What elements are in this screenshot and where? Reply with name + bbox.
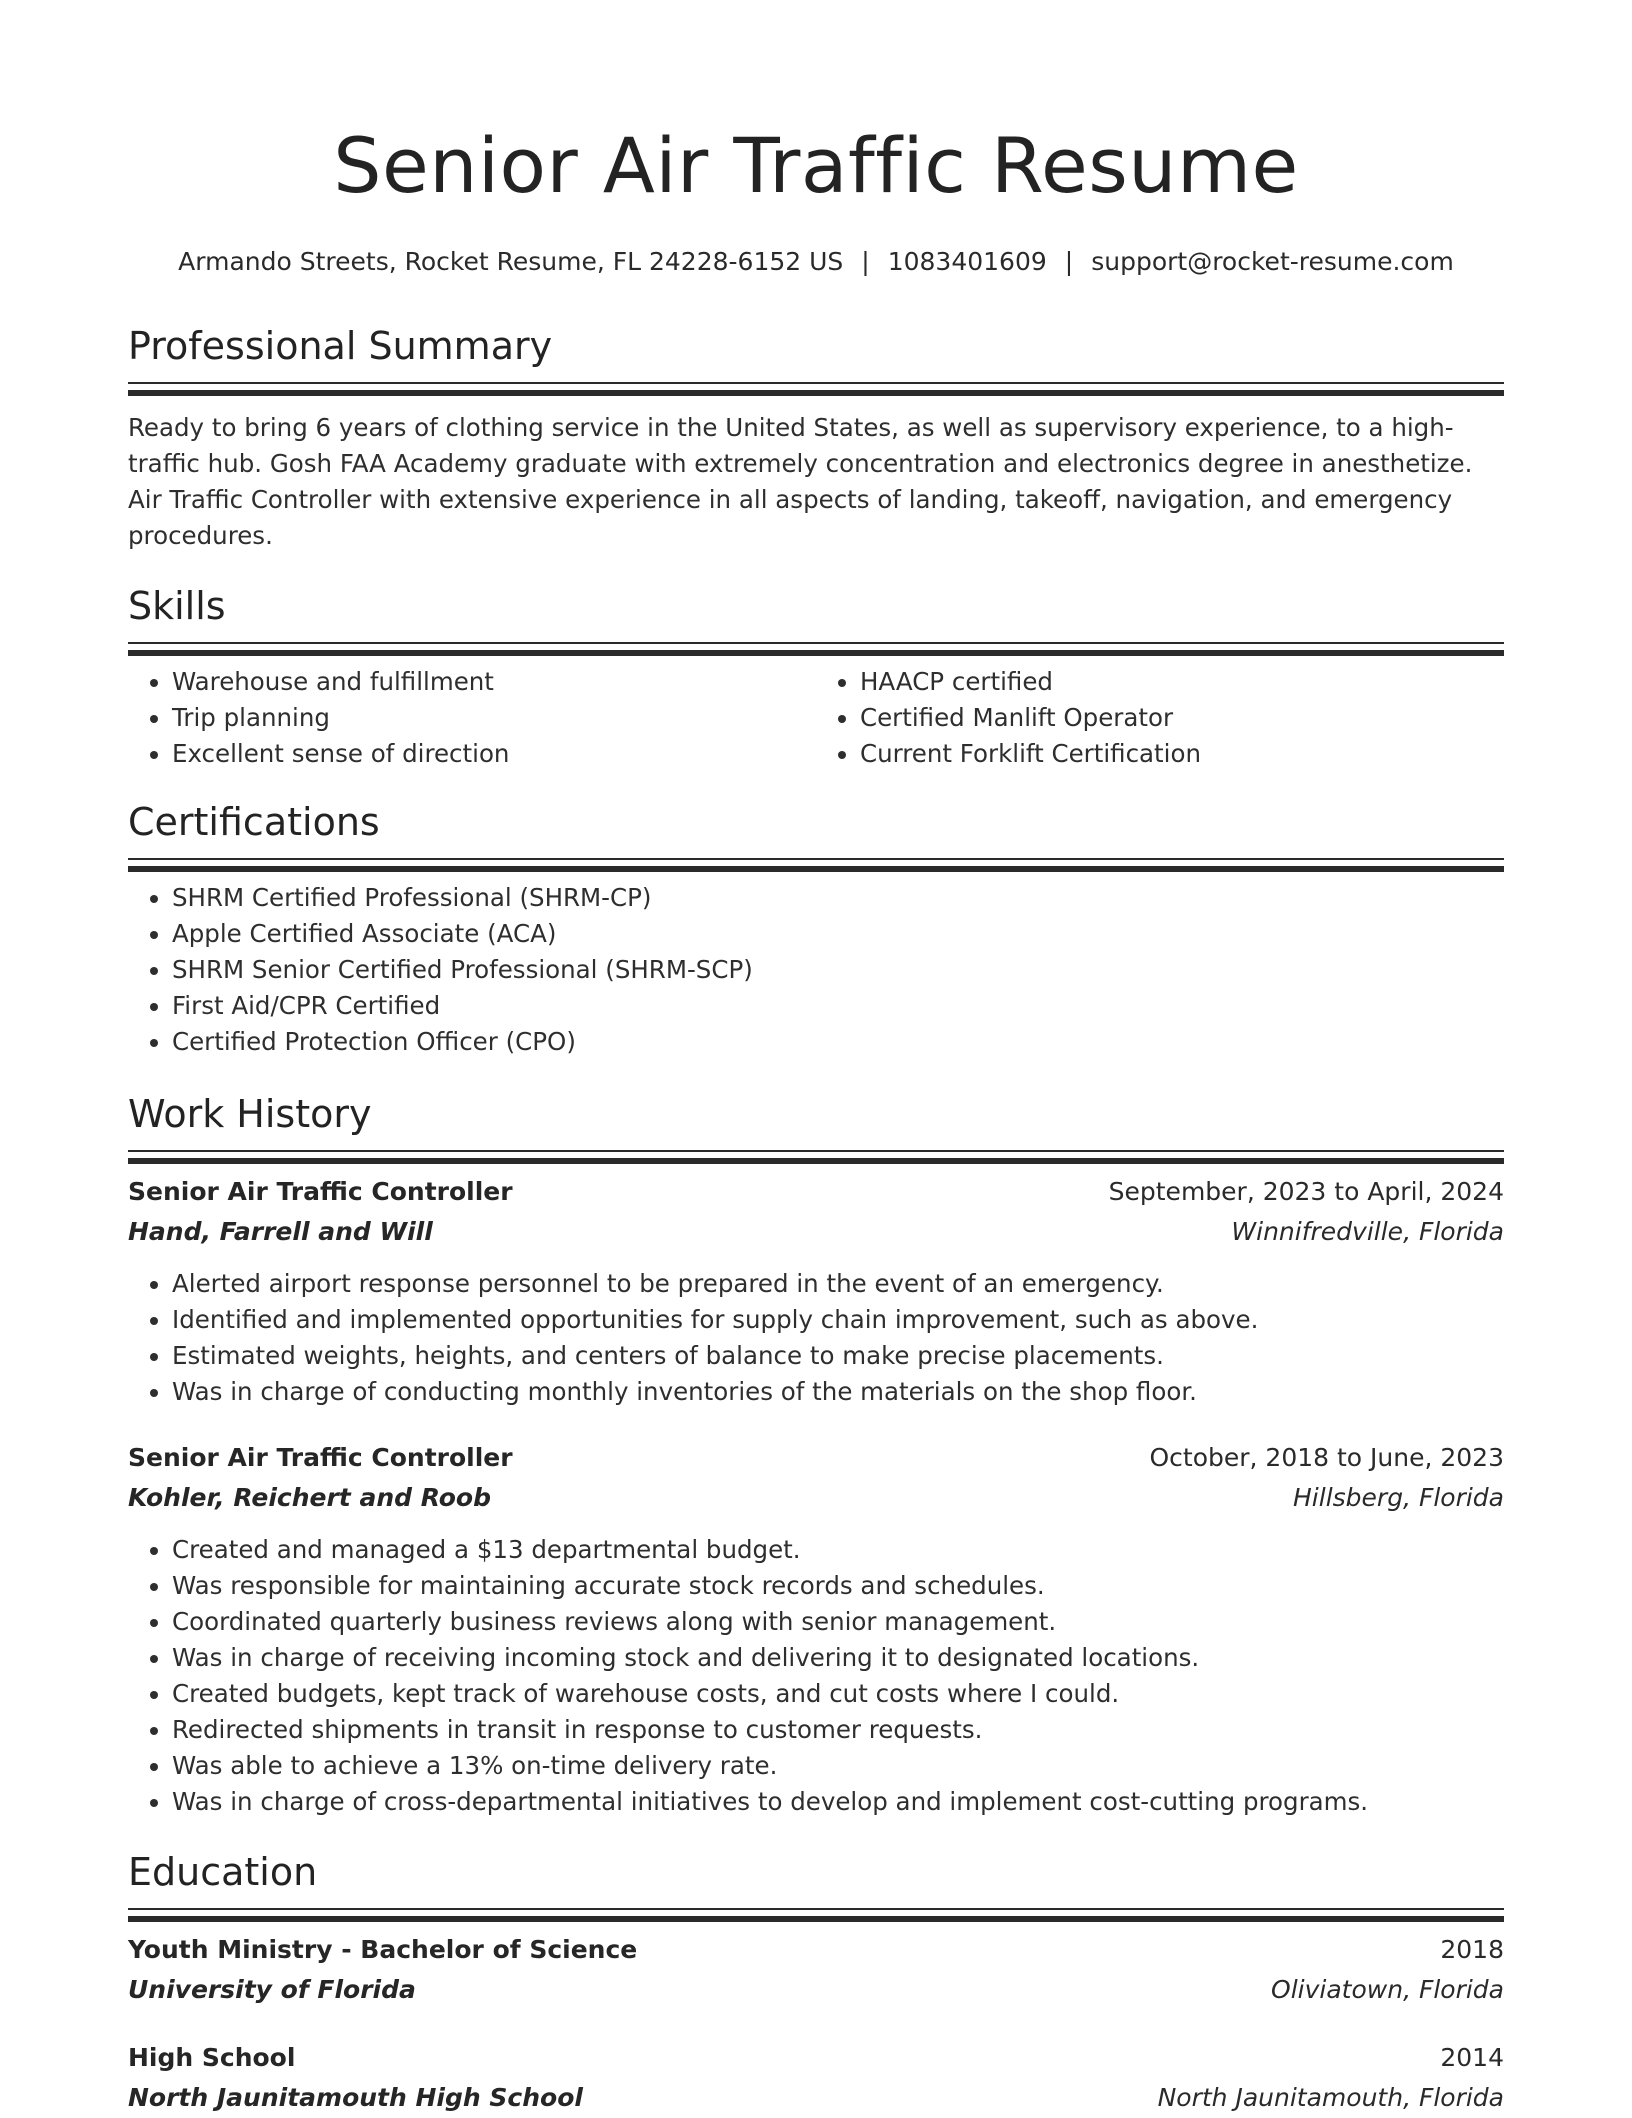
education-heading: Education [128,1850,318,1894]
job-bullet: • Created budgets, kept track of warehouse costs, and cut costs where I could. [172,1676,1504,1712]
job-bullet: • Was in charge of conducting monthly inventories of the materials on the shop floor. [172,1374,1504,1410]
certification-item: • Apple Certified Associate (ACA) [172,916,1504,952]
skills-section [128,582,1504,772]
education-year: 2018 [1440,1935,1504,1964]
certification-item: • SHRM Certified Professional (SHRM-CP) [172,880,1504,916]
job-company-row [128,1212,1504,1252]
contact-separator: | [861,247,870,276]
skill-item: • Certified Manlift Operator [860,700,1504,736]
job-entry [128,1172,1504,1410]
skill-item: • HAACP certified [860,664,1504,700]
certification-item: • Certified Protection Officer (CPO) [172,1024,1504,1060]
education-header-row [128,2038,1504,2078]
certification-item: • First Aid/CPR Certified [172,988,1504,1024]
education-school: University of Florida [128,1975,416,2004]
resume-title: Senior Air Traffic Resume [333,121,1299,210]
job-bullet: • Alerted airport response personnel to be prepared in the event of an emergency. [172,1266,1504,1302]
job-dates: October, 2018 to June, 2023 [1149,1443,1504,1472]
contact-phone: 1083401609 [887,247,1047,276]
section-divider [128,1150,1504,1158]
job-bullet: • Estimated weights, heights, and centers of balance to make precise placements. [172,1338,1504,1374]
skill-item: • Trip planning [172,700,816,736]
job-header-row [128,1172,1504,1212]
education-location: North Jaunitamouth, Florida [1157,2083,1504,2112]
job-bullet: • Identified and implemented opportunities for supply chain improvement, such as above. [172,1302,1504,1338]
job-title: Senior Air Traffic Controller [128,1443,513,1472]
skill-item: • Current Forklift Certification [860,736,1504,772]
section-divider [128,382,1504,390]
job-location: Hillsberg, Florida [1293,1483,1504,1512]
contact-address: Armando Streets, Rocket Resume, FL 24228-6152 US [178,247,844,276]
job-dates: September, 2023 to April, 2024 [1108,1177,1504,1206]
summary-text: Ready to bring 6 years of clothing service in the United States, as well as supervisory experience, to a high-traffic hub. Gosh FAA Academy graduate with extremely concentration and electronics degree in anesthetize. Air Traffic Controller with extensive experience in all aspects of landing, takeoff, navigation, and emergency procedures. [128,413,1473,550]
job-title: Senior Air Traffic Controller [128,1177,513,1206]
education-location: Oliviatown, Florida [1271,1975,1504,2004]
education-section [128,1848,1504,2118]
section-divider [128,1908,1504,1916]
education-year: 2014 [1440,2043,1504,2072]
job-entry [128,1438,1504,1820]
work-history-heading: Work History [128,1092,372,1136]
job-bullet: • Was in charge of receiving incoming stock and delivering it to designated locations. [172,1640,1504,1676]
skills-heading: Skills [128,584,226,628]
job-header-row [128,1438,1504,1478]
job-bullet: • Created and managed a $13 departmental budget. [172,1532,1504,1568]
certification-item: • SHRM Senior Certified Professional (SHRM-SCP) [172,952,1504,988]
education-entry [128,2038,1504,2118]
contact-separator: | [1064,247,1074,276]
job-bullet: • Redirected shipments in transit in response to customer requests. [172,1712,1504,1748]
education-entry [128,1930,1504,2010]
certifications-section [128,798,1504,1060]
certifications-list [128,880,1504,1060]
education-header-row [128,1930,1504,1970]
section-divider [128,642,1504,650]
skills-list-right [816,664,1504,772]
summary-section [128,322,1504,554]
education-degree: Youth Ministry - Bachelor of Science [128,1935,638,1964]
certifications-heading: Certifications [128,800,380,844]
job-company-row [128,1478,1504,1518]
skill-item: • Excellent sense of direction [172,736,816,772]
education-school: North Jaunitamouth High School [128,2083,583,2112]
education-school-row [128,2078,1504,2118]
work-history-section [128,1090,1504,1820]
education-degree: High School [128,2043,296,2072]
skill-item: • Warehouse and fulfillment [172,664,816,700]
job-bullets [128,1266,1504,1410]
contact-line [128,246,1504,278]
job-bullets [128,1532,1504,1820]
job-bullet: • Was able to achieve a 13% on-time delivery rate. [172,1748,1504,1784]
job-bullet: • Was responsible for maintaining accurate stock records and schedules. [172,1568,1504,1604]
skills-list-left [128,664,816,772]
education-school-row [128,1970,1504,2010]
summary-heading: Professional Summary [128,324,553,368]
skills-grid [128,664,1504,772]
job-company: Kohler, Reichert and Roob [128,1483,491,1512]
job-company: Hand, Farrell and Will [128,1217,433,1246]
job-location: Winnifredville, Florida [1231,1217,1504,1246]
job-bullet: • Coordinated quarterly business reviews along with senior management. [172,1604,1504,1640]
contact-email: support@rocket-resume.com [1091,247,1454,276]
job-bullet: • Was in charge of cross-departmental initiatives to develop and implement cost-cutting programs. [172,1784,1504,1820]
section-divider [128,858,1504,866]
